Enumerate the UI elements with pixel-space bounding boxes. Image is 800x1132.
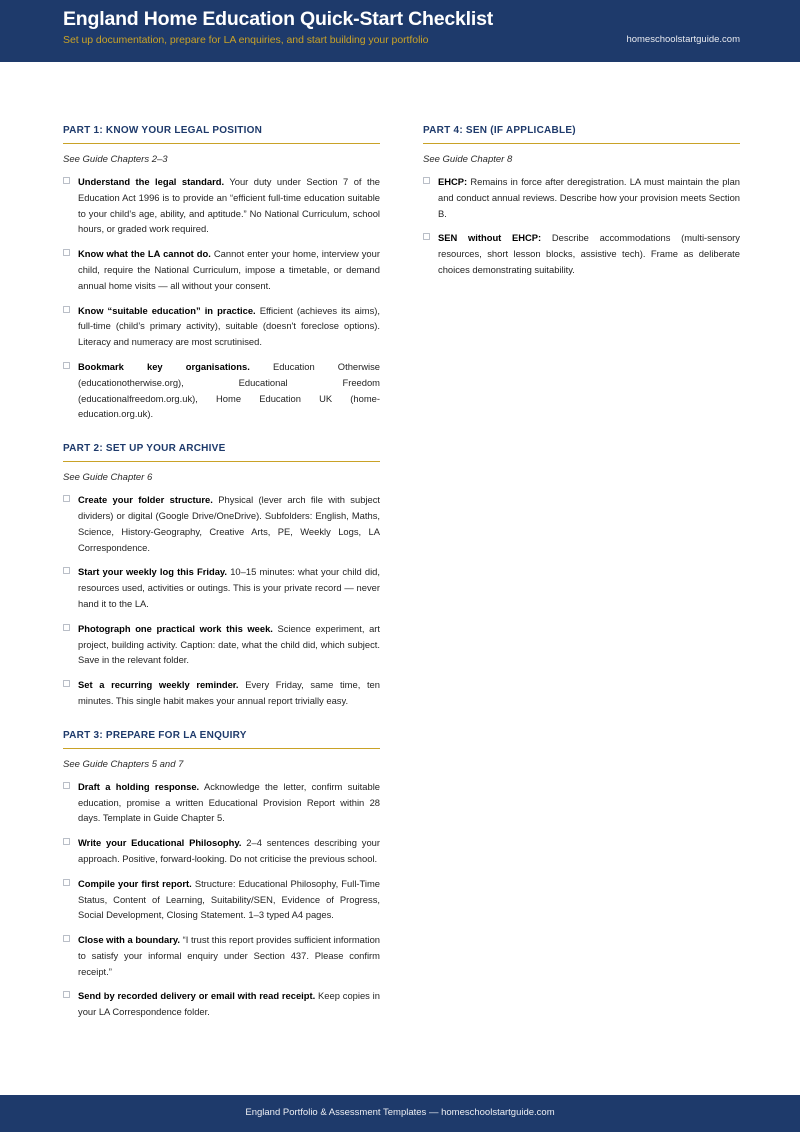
left-column <box>63 125 380 1020</box>
checkbox-icon[interactable] <box>63 567 70 574</box>
checkbox-icon[interactable] <box>63 624 70 631</box>
checkbox-icon[interactable] <box>423 177 430 184</box>
checklist-part-3 <box>63 779 380 1020</box>
section-divider <box>63 461 380 462</box>
section-part-3 <box>63 730 380 1020</box>
checklist-item[interactable] <box>63 359 380 422</box>
checklist-item[interactable] <box>63 835 380 867</box>
section-reference-part-2: See Guide Chapter 6 <box>63 472 153 484</box>
checklist-item-lead: Draft a holding response. <box>78 780 200 792</box>
checklist-item-lead: Compile your first report. <box>78 877 192 889</box>
section-heading-part-4: PART 4: SEN (IF APPLICABLE) <box>423 125 576 136</box>
checklist-item[interactable] <box>63 246 380 293</box>
checklist-item-lead: Know “suitable education” in practice. <box>78 304 256 316</box>
checklist-item-body: Science experiment, art project, building activity. Caption: date, what the child did, which subject. Save in the relevant folder. <box>78 622 381 666</box>
checklist-item[interactable] <box>63 303 380 350</box>
checklist-item-lead: EHCP: <box>438 176 468 187</box>
checklist-item-body: Physical (lever arch file with subject dividers) or digital (Google Drive/OneDrive). Subfolders: English, Maths, Science, History-Geography, Creative Arts, PE, Weekly Logs, LA Correspondence. <box>78 494 380 553</box>
section-heading-part-1: PART 1: KNOW YOUR LEGAL POSITION <box>63 125 263 136</box>
checklist-item-body: Acknowledge the letter, confirm suitable education, promise a written Educational Provision Report within 28 days. Template in Guide Chapter 5. <box>78 780 380 824</box>
checklist-item[interactable] <box>63 876 380 923</box>
page-title: England Home Education Quick-Start Checklist <box>63 8 494 30</box>
checklist-item-lead: Create your folder structure. <box>78 494 213 506</box>
section-part-2 <box>63 443 380 709</box>
page-body <box>0 62 800 1095</box>
two-column-layout <box>63 125 740 1020</box>
page-subtitle: Set up documentation, prepare for LA enquiries, and start building your portfolio <box>63 34 429 46</box>
checklist-item-body: Structure: Educational Philosophy, Full-Time Status, Content of Learning, Suitability/SEN, Evidence of Progress, Social Development, Closing Statement. 1–3 typed A4 pages. <box>78 877 381 921</box>
right-column <box>423 125 740 278</box>
checkbox-icon[interactable] <box>63 680 70 687</box>
checkbox-icon[interactable] <box>63 782 70 789</box>
checkbox-icon[interactable] <box>63 249 70 256</box>
checklist-item-lead: Understand the legal standard. <box>78 176 225 187</box>
checkbox-icon[interactable] <box>63 495 70 502</box>
checklist-item-body: Remains in force after deregistration. LA must maintain the plan and conduct annual reviews. Describe how your provision meets Section B. <box>438 176 741 219</box>
checklist-item[interactable] <box>63 621 380 668</box>
section-reference-part-1: See Guide Chapters 2–3 <box>63 154 168 165</box>
section-divider <box>63 748 380 749</box>
checklist-item[interactable] <box>63 564 380 611</box>
section-divider <box>423 143 740 144</box>
checklist-item-body: Efficient (achieves its aims), full-time (child’s primary activity), suitable (doesn't foreclose options). Literacy and numeracy are most scrutinised. <box>78 304 380 348</box>
checklist-item[interactable] <box>63 779 380 826</box>
checklist-part-4 <box>423 174 740 278</box>
footer-text: England Portfolio & Assessment Templates — homeschoolstartguide.com <box>245 1107 555 1118</box>
checkbox-icon[interactable] <box>63 879 70 886</box>
checklist-item-body: Keep copies in your LA Correspondence folder. <box>78 990 380 1018</box>
checkbox-icon[interactable] <box>63 991 70 998</box>
checklist-item-body: Every Friday, same time, ten minutes. This single habit makes your annual report trivially easy. <box>78 679 380 706</box>
checklist-item-body: Describe accommodations (multi-sensory resources, short lesson blocks, assistive tech). Frame as deliberate choices demonstrating suitability. <box>438 232 740 275</box>
header-site-url: homeschoolstartguide.com <box>626 34 740 45</box>
checkbox-icon[interactable] <box>63 177 70 184</box>
section-reference-part-3: See Guide Chapters 5 and 7 <box>63 758 184 770</box>
checklist-item-body: “I trust this report provides sufficient information to satisfy your informal enquiry under Section 437. Please confirm receipt.” <box>78 934 380 977</box>
section-reference-part-4: See Guide Chapter 8 <box>423 154 513 165</box>
checklist-item-lead: Know what the LA cannot do. <box>78 248 211 260</box>
section-divider <box>63 143 380 144</box>
header-content <box>63 0 740 62</box>
checklist-item[interactable] <box>423 174 740 221</box>
checklist-item-lead: Write your Educational Philosophy. <box>78 837 242 849</box>
checklist-item[interactable] <box>63 932 380 979</box>
checklist-part-2 <box>63 492 380 709</box>
page-header <box>0 0 800 62</box>
checkbox-icon[interactable] <box>423 233 430 240</box>
page-footer <box>0 1095 800 1132</box>
checkbox-icon[interactable] <box>63 838 70 845</box>
checklist-item-lead: SEN without EHCP: <box>438 232 542 244</box>
checklist-item-body: 10–15 minutes: what your child did, resources used, activities or outings. This is your private record — never hand it to the LA. <box>78 566 380 609</box>
checkbox-icon[interactable] <box>63 306 70 313</box>
checklist-item[interactable] <box>63 988 380 1020</box>
section-part-1 <box>63 125 380 422</box>
checkbox-icon[interactable] <box>63 362 70 369</box>
checklist-item-lead: Send by recorded delivery or email with read receipt. <box>78 990 316 1002</box>
checklist-item-body: Cannot enter your home, interview your child, require the National Curriculum, impose a timetable, or demand annual home visits — all without your consent. <box>78 248 380 291</box>
checklist-item-body: 2–4 sentences describing your approach. Positive, forward-looking. Do not criticise the previous school. <box>78 837 380 864</box>
checkbox-icon[interactable] <box>63 935 70 942</box>
checklist-item-body: Education Otherwise (educationotherwise.org), Educational Freedom (educationalfreedom.org.uk), Home Education UK (home-education.org.uk). <box>78 360 380 420</box>
checklist-item-lead: Set a recurring weekly reminder. <box>78 679 239 691</box>
checklist-item[interactable] <box>423 230 740 277</box>
checklist-item[interactable] <box>63 492 380 555</box>
checklist-item-lead: Photograph one practical work this week. <box>78 622 273 634</box>
section-heading-part-2: PART 2: SET UP YOUR ARCHIVE <box>63 443 226 455</box>
section-heading-part-3: PART 3: PREPARE FOR LA ENQUIRY <box>63 729 247 741</box>
checklist-item-lead: Bookmark key organisations. <box>78 360 250 372</box>
checklist-item[interactable] <box>63 677 380 709</box>
checklist-item-lead: Start your weekly log this Friday. <box>78 566 228 578</box>
checklist-item[interactable] <box>63 174 380 237</box>
checklist-part-1 <box>63 174 380 422</box>
section-part-4 <box>423 125 740 278</box>
checklist-item-body: Your duty under Section 7 of the Education Act 1996 is to provide an “efficient full-time education suitable to your child’s age, ability, and aptitude.” No National Curriculum, school hours, or graded work required. <box>78 176 380 235</box>
checklist-item-lead: Close with a boundary. <box>78 934 180 946</box>
